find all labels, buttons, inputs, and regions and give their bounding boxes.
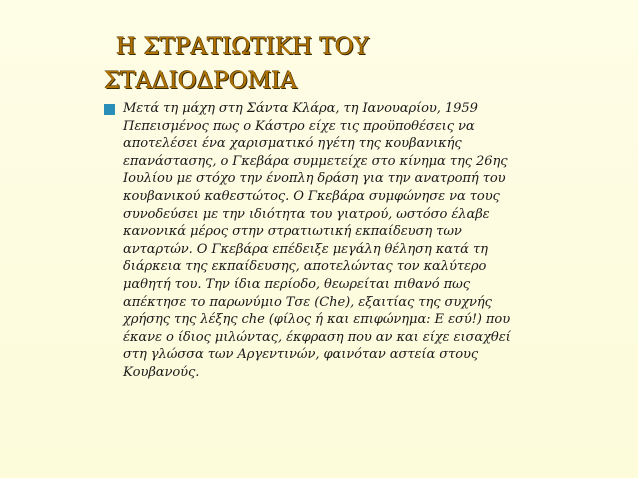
bullet-item bbox=[104, 100, 624, 382]
slide-title bbox=[104, 30, 604, 98]
slide-content bbox=[104, 100, 624, 382]
slide-title-line-1: Η ΣΤΡΑΤΙΩΤΙΚΗ ΤΟΥ bbox=[116, 34, 369, 60]
slide-title-line-2: ΣΤΑΔΙΟΔΡΟΜΙΑ bbox=[104, 68, 297, 94]
square-bullet-icon bbox=[104, 104, 115, 115]
bullet-text: Μετά τη μάχη στη Σάντα Κλάρα, τη Ιανουαρίου, 1959 Πεπεισμένος πως ο Κάστρο είχε τις προϋποθέσεις να αποτελέσει ένα χαρισματικό ηγέτη της κουβανικής επανάστασης, ο Γκεβάρα συμμετείχε στο κίνημα της 26ης Ιουλίου με στόχο την ένοπλη δράση για την ανατροπή του κουβανικού καθεστώτος. Ο Γκεβάρα συμφώνησε να τους συνοδεύσει με την ιδιότητα του γιατρού, ωστόσο έλαβε κανονικά μέρος στην στρατιωτική εκπαίδευση των ανταρτών. Ο Γκεβάρα επέδειξε μεγάλη θέληση κατά τη διάρκεια της εκπαίδευσης, αποτελώντας τον καλύτερο μαθητή του. Την ίδια περίοδο, θεωρείται πιθανό πως απέκτησε το παρωνύμιο Τσε (Che), εξαιτίας της συχνής χρήσης της λέξης che (φίλος ή και επιφώνημα: Ε εσύ!) που έκανε ο ίδιος μιλώντας, έκφραση που αν και είχε εισαχθεί στη γλώσσα των Αργεντινών, φαινόταν αστεία στους Κουβανούς. bbox=[123, 101, 511, 380]
